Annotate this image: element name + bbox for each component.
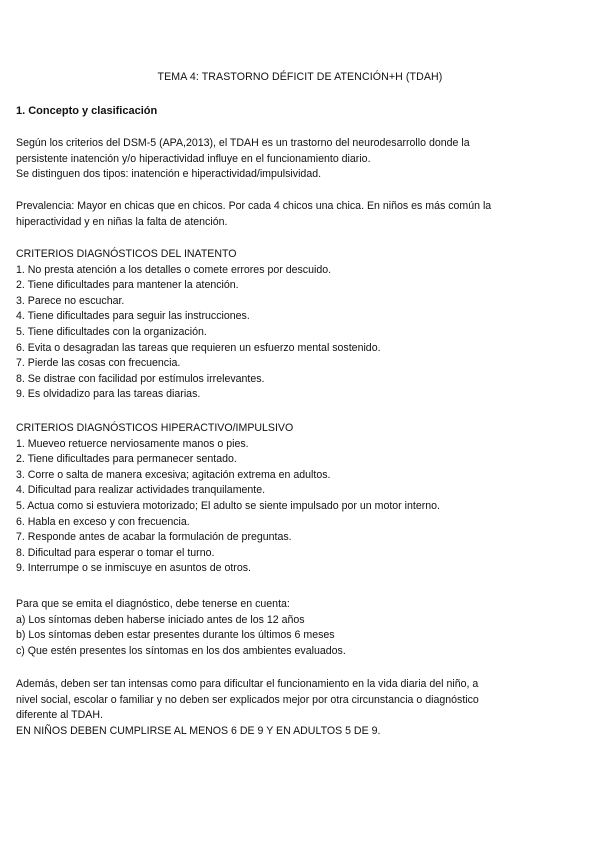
criteria-item: 9. Es olvidadizo para las tareas diarias. xyxy=(16,388,201,401)
criteria-item: 3. Corre o salta de manera excesiva; agitación extrema en adultos. xyxy=(16,468,331,481)
criteria-item: 5. Actua como si estuviera motorizado; El adulto se siente impulsado por un motor interno. xyxy=(16,499,440,512)
criteria-item: 5. Tiene dificultades con la organización. xyxy=(16,325,207,338)
document-title: TEMA 4: TRASTORNO DÉFICIT DE ATENCIÓN+H (TDAH) xyxy=(157,71,443,83)
paragraph-line: persistente inatención y/o hiperactividad influye en el funcionamiento diario. xyxy=(16,152,371,165)
paragraph-line: Según los criterios del DSM-5 (APA,2013), el TDAH es un trastorno del neurodesarrollo donde la xyxy=(16,137,470,149)
paragraph-line: Se distinguen dos tipos: inatención e hiperactividad/impulsividad. xyxy=(16,168,322,181)
criteria-item: 6. Habla en exceso y con frecuencia. xyxy=(16,515,190,528)
hyperactivity-criteria xyxy=(16,421,576,577)
criteria-item: 4. Tiene dificultades para seguir las instrucciones. xyxy=(16,310,250,323)
paragraph-line: Además, deben ser tan intensas como para dificultar el funcionamiento en la vida diaria del niño, a xyxy=(16,678,479,690)
criteria-item: 7. Pierde las cosas con frecuencia. xyxy=(16,357,181,370)
criteria-item: 2. Tiene dificultades para mantener la atención. xyxy=(16,279,239,292)
criteria-item: 4. Dificultad para realizar actividades tranquilamente. xyxy=(16,484,266,497)
criteria-item: 8. Dificultad para esperar o tomar el turno. xyxy=(16,546,215,559)
paragraph-line: hiperactividad y en niñas la falta de atención. xyxy=(16,215,228,228)
closing-paragraph xyxy=(16,677,576,739)
criteria-item: 2. Tiene dificultades para permanecer sentado. xyxy=(16,453,237,466)
criteria-item: 3. Parece no escuchar. xyxy=(16,294,125,307)
paragraph-line: nivel social, escolar o familiar y no deben ser explicados mejor por otra circunstancia o diagnóstico xyxy=(16,693,479,706)
criteria-item: 9. Interrumpe o se inmiscuye en asuntos de otros. xyxy=(16,562,251,575)
criteria-item: 8. Se distrae con facilidad por estímulos irrelevantes. xyxy=(16,372,265,385)
paragraph-line: EN NIÑOS DEBEN CUMPLIRSE AL MENOS 6 DE 9 Y EN ADULTOS 5 DE 9. xyxy=(16,724,381,737)
prevalence-paragraph xyxy=(16,199,576,230)
criteria-item: 7. Responde antes de acabar la formulación de preguntas. xyxy=(16,531,292,544)
criteria-item: 1. Mueveo retuerce nerviosamente manos o pies. xyxy=(16,437,249,450)
paragraph-line: Para que se emita el diagnóstico, debe tenerse en cuenta: xyxy=(16,598,290,610)
definition-paragraph xyxy=(16,136,576,183)
criteria-item: 6. Evita o desagradan las tareas que requieren un esfuerzo mental sostenido. xyxy=(16,341,381,354)
criteria-heading: CRITERIOS DIAGNÓSTICOS HIPERACTIVO/IMPULSIVO xyxy=(16,422,294,434)
criteria-item: 1. No presta atención a los detalles o comete errores por descuido. xyxy=(16,263,332,276)
paragraph-line: diferente al TDAH. xyxy=(16,709,103,722)
criteria-heading: CRITERIOS DIAGNÓSTICOS DEL INATENTO xyxy=(16,248,237,260)
diagnosis-requirements xyxy=(16,597,576,659)
section-concept xyxy=(16,104,576,120)
inattention-criteria xyxy=(16,247,576,403)
section-heading: 1. Concepto y clasificación xyxy=(16,105,158,117)
requirement-item: b) Los síntomas deben estar presentes durante los últimos 6 meses xyxy=(16,629,335,642)
paragraph-line: Prevalencia: Mayor en chicas que en chicos. Por cada 4 chicos una chica. En niños es más común la xyxy=(16,200,492,212)
requirement-item: c) Que estén presentes los síntomas en los dos ambientes evaluados. xyxy=(16,644,346,657)
requirement-item: a) Los síntomas deben haberse iniciado antes de los 12 años xyxy=(16,613,305,626)
